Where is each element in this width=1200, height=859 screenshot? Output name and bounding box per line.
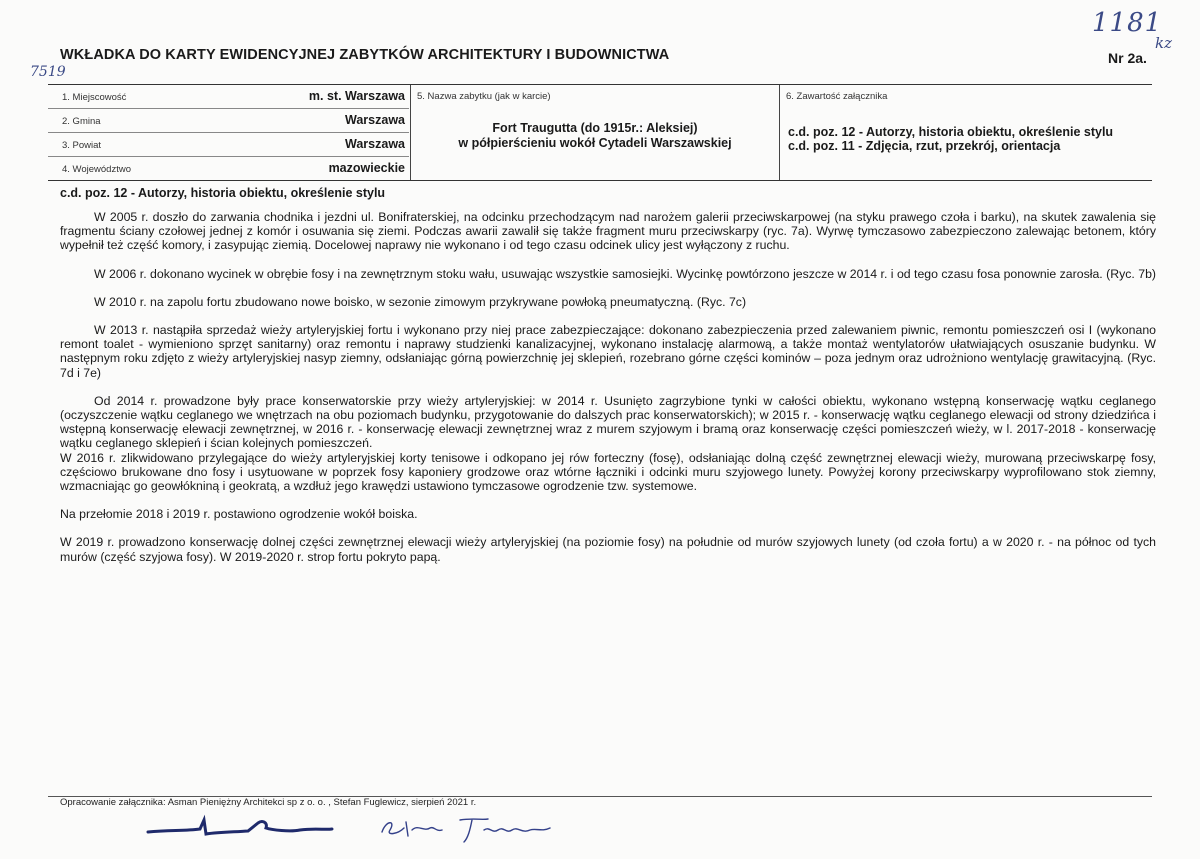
section-title: c.d. poz. 12 - Autorzy, historia obiektu, określenie stylu bbox=[60, 186, 386, 200]
signature-mark-2 bbox=[372, 810, 562, 846]
field-value: m. st. Warszawa bbox=[308, 89, 405, 103]
document-body bbox=[60, 210, 1156, 578]
field-row-voivodeship bbox=[48, 157, 409, 180]
field-row-locality bbox=[48, 85, 409, 109]
handwritten-register-number: 7519 bbox=[30, 64, 66, 80]
object-name-column bbox=[410, 85, 779, 180]
field-value: Warszawa bbox=[345, 137, 405, 151]
field-label: 4. Województwo bbox=[62, 164, 131, 175]
paragraph: Na przełomie 2018 i 2019 r. postawiono ogrodzenie wokół boiska. bbox=[60, 507, 418, 522]
handwritten-sheet-number: 1181 bbox=[1092, 8, 1163, 38]
info-table bbox=[48, 85, 1152, 180]
paragraph: W 2005 r. doszło do zarwania chodnika i jezdni ul. Bonifraterskiej, na odcinku przechodzącym nad narożem galerii przeciwskarpowej (na styku prawego czoła i barku), na skutek zawalenia się fragmentu ściany czołowej jednej z komór i osuwania się ziemi. Podczas awarii zawalił się także fragment muru przeciwskarpy (ryc. 7a). Wyrwę tymczasowo zabezpieczono zalewając betonem, który wypełnił też część komory, i zasypując ziemią. Docelowej naprawy nie wykonano i od tego czasu odcinek ulicy jest wyłączony z ruchu. bbox=[60, 210, 1156, 253]
paragraph: W 2013 r. nastąpiła sprzedaż wieży artyleryjskiej fortu i wykonano przy niej prace zabezpieczające: dokonano zabezpieczenia przed zalewaniem piwnic, remontu pomieszczeń osi I (wykonano remont toalet - wymieniono sprzęt sanitarny) oraz remontu i naprawy studzienki kanalizacyjnej, wykonano instalację alarmową, a także montaż wentylatorów ułatwiających osuszanie budynku. W następnym roku zdjęto z wieży artyleryjskiej nasyp ziemny, odsłaniając górną powierzchnię jej sklepień, rozebrano górne części kominów – poza jednym oraz udrożniono wentylację grawitacyjną. (Ryc. 7d i 7e) bbox=[60, 323, 1156, 380]
paragraph: W 2019 r. prowadzono konserwację dolnej części zewnętrznej elewacji wieży artyleryjskiej (na poziomie fosy) na południe od murów szyjowych lunety (od czoła fortu) a w 2020 r. - na północ od tych murów (część szyjowa fosy). W 2019-2020 r. strop fortu pokryto papą. bbox=[60, 535, 1156, 564]
contents-line: c.d. poz. 12 - Autorzy, historia obiektu, określenie stylu bbox=[788, 125, 1114, 139]
info-table-bottom-rule bbox=[48, 180, 1152, 181]
contents-label: 6. Zawartość załącznika bbox=[786, 91, 888, 102]
field-label: 1. Miejscowość bbox=[62, 92, 127, 103]
object-name-line: w półpierścieniu wokół Cytadeli Warszawskiej bbox=[458, 136, 732, 150]
footer-credit: Opracowanie załącznika: Asman Pieniężny Architekci sp z o. o. , Stefan Fuglewicz, sierpień 2021 r. bbox=[60, 797, 477, 808]
field-label: 2. Gmina bbox=[62, 116, 101, 127]
contents-line: c.d. poz. 11 - Zdjęcia, rzut, przekrój, orientacja bbox=[788, 139, 1061, 153]
contents-column bbox=[779, 85, 1153, 180]
field-value: mazowieckie bbox=[328, 161, 405, 175]
sheet-number: Nr 2a. bbox=[1108, 50, 1147, 66]
field-label: 3. Powiat bbox=[62, 140, 102, 151]
paragraph: W 2016 r. zlikwidowano przylegające do wieży artyleryjskiej korty tenisowe i odkopano jej rów forteczny (fosę), odsłaniając dolną część zewnętrznej elewacji wieży, murowaną przeciwskarpę fosy, częściowo brukowane dno fosy i usytuowane w poprzek fosy kaponiery grodzowe oraz wtórne łączniki i odcinki muru szyjowego lunety. Powyżej korony przeciwskarpy wyprofilowano stok ziemny, wzmacniając go geowłókniną i geokratą, a wzdłuż jego krawędzi ustawiono tymczasowe ogrodzenie tzw. systemowe. bbox=[60, 450, 1156, 494]
location-column bbox=[48, 85, 409, 180]
contents-value bbox=[788, 125, 1113, 153]
paragraph: Od 2014 r. prowadzone były prace konserwatorskie przy wieży artyleryjskiej: w 2014 r. Usunięto zagrzybione tynki w całości obiektu, wykonano wstępną konserwację wątku ceglanego (oczyszczenie wątku ceglanego we wnętrzach na obu poziomach budynku, przygotowanie do dalszych prac konserwatorskich); w 2015 r. - konserwację wątku ceglanego elewacji od strony dziedzińca i wstępną konserwację elewacji zewnętrznej, w 2016 r. - konserwację elewacji zewnętrznej wraz z murem szyjowym i bramą oraz konserwację części pomieszczeń wieży, w l. 2017-2018 - konserwację wątku ceglanego sklepień i ścian kolejnych pomieszczeń. bbox=[60, 393, 1156, 451]
field-value: Warszawa bbox=[345, 113, 405, 127]
handwritten-initials: kz bbox=[1155, 34, 1172, 52]
field-row-county bbox=[48, 133, 409, 157]
object-name-line: Fort Traugutta (do 1915r.: Aleksiej) bbox=[492, 121, 698, 135]
object-name-value bbox=[411, 121, 779, 151]
object-name-label: 5. Nazwa zabytku (jak w karcie) bbox=[417, 91, 551, 102]
signature-mark-1 bbox=[140, 812, 340, 848]
document-title: WKŁADKA DO KARTY EWIDENCYJNEJ ZABYTKÓW ARCHITEKTURY I BUDOWNICTWA bbox=[60, 47, 670, 63]
paragraph: W 2006 r. dokonano wycinek w obrębie fosy i na zewnętrznym stoku wału, usuwając wszystkie samosiejki. Wycinkę powtórzono jeszcze w 2014 r. i od tego czasu fosa ponownie zarosła. (Ryc. 7b) bbox=[94, 266, 1157, 281]
paragraph: W 2010 r. na zapolu fortu zbudowano nowe boisko, w sezonie zimowym przykrywane powłoką pneumatyczną. (Ryc. 7c) bbox=[94, 294, 747, 309]
field-row-municipality bbox=[48, 109, 409, 133]
